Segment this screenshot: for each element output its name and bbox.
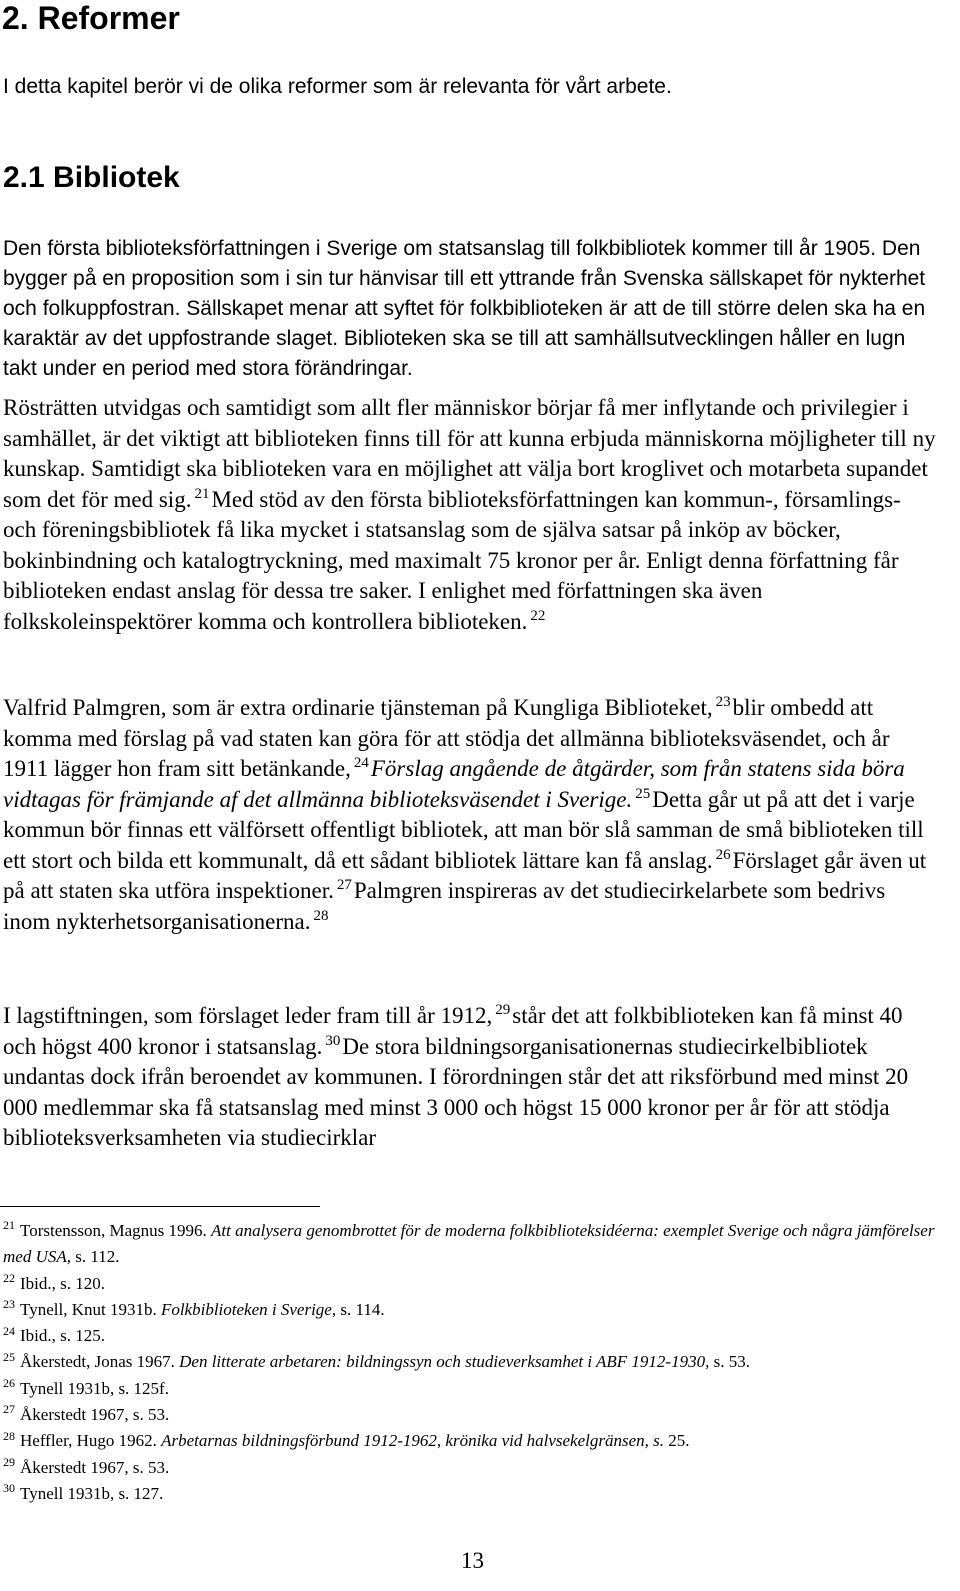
footnote-divider: [0, 1206, 320, 1207]
footnote-text: Åkerstedt 1967, s. 53.: [20, 1457, 170, 1477]
footnote-text: Tynell 1931b, s. 125f.: [20, 1378, 169, 1398]
footnote-number: 27: [3, 1402, 15, 1417]
footnote-ref: 29: [495, 1002, 511, 1019]
footnote: [3, 1218, 948, 1271]
paragraph-text: Detta går ut på att det i varje kommun bör finnas ett välförsett offentligt bibliotek, att man bör slå samman de små biblioteken till ett stort och bilda ett kommunalt, då ett sådant bibliotek lättare kan få anslag.: [3, 786, 924, 873]
paragraph-text: blir ombedd att komma med förslag på vad staten kan göra för att stödja det allmänna biblioteksväsendet, och år 1911 lägger hon fram sitt betänkande,: [3, 695, 890, 781]
footnote-ref: 30: [325, 1032, 341, 1049]
footnote-title: Folkbiblioteken i Sverige,: [160, 1299, 337, 1319]
footnote-ref: 24: [353, 755, 369, 772]
footnote-number: 25: [3, 1349, 15, 1364]
paragraph-3: [3, 1001, 938, 1154]
footnote-number: 29: [3, 1455, 15, 1470]
footnote-title: Den litterate arbetaren: bildningssyn och studieverksamhet i ABF 1912-1930,: [179, 1352, 710, 1372]
cited-title: Förslag angående de åtgärder, som från statens sida böra vidtagas för främjande af det allmänna biblioteksväsendet i Sverige.: [3, 756, 905, 812]
intro-paragraph: I detta kapitel berör vi de olika reformer som är relevanta för vårt arbete.: [3, 75, 672, 98]
footnote-text: Torstensson, Magnus 1996.: [20, 1221, 207, 1240]
footnote-ref: 25: [635, 785, 651, 802]
footnote: [3, 1402, 948, 1428]
footnote-number: 21: [3, 1218, 15, 1233]
footnote-ref: 27: [336, 877, 352, 894]
footnote-ref: 23: [715, 694, 731, 711]
footnote-text: Ibid., s. 120.: [20, 1273, 105, 1293]
footnote: [3, 1428, 948, 1454]
footnotes: [3, 1218, 948, 1507]
footnote-text: Åkerstedt 1967, s. 53.: [20, 1405, 170, 1425]
footnote-number: 28: [3, 1428, 15, 1443]
paragraph-1-sans-part: Den första biblioteksförfattningen i Sverige om statsanslag till folkbibliotek kommer till år 1905. Den bygger på en proposition som i sin tur hänvisar till ett yttrande från Svenska sällskapet för nykterhet och folkuppfostran. Sällskapet menar att syftet för folkbiblioteken är att de till större delen ska ha en karaktär av det uppfostrande slaget. Biblioteken ska se till att samhällsutvecklingen håller en lugn takt under en period med stora förändringar.: [3, 237, 926, 380]
paragraph-text: I lagstiftningen, som förslaget leder fram till år 1912,: [3, 1003, 493, 1028]
footnote-number: 26: [3, 1376, 15, 1391]
footnote-text: Ibid., s. 125.: [20, 1326, 105, 1346]
footnote-text: Tynell 1931b, s. 127.: [20, 1483, 164, 1503]
paragraph-text: står det att folkbiblioteken kan få minst 40 och högst 400 kronor i statsanslag.: [3, 1003, 903, 1059]
footnote-text: Åkerstedt, Jonas 1967.: [20, 1352, 175, 1372]
footnote: [3, 1349, 948, 1375]
footnote: [3, 1376, 948, 1402]
footnote-number: 23: [3, 1297, 15, 1312]
footnote-text: Tynell, Knut 1931b.: [20, 1299, 157, 1319]
section-heading: 2.1 Bibliotek: [3, 161, 180, 194]
footnote-title: Att analysera genombrottet för de moderna folkbiblioteksidéerna: exemplet Sverige och några jämförelser med USA,: [3, 1221, 935, 1267]
footnote-ref: 28: [313, 907, 329, 924]
footnote: [3, 1455, 948, 1481]
footnote-text: 25.: [668, 1431, 690, 1451]
footnote-ref: 22: [530, 607, 546, 624]
footnote-text: s. 53.: [713, 1352, 750, 1372]
footnote-ref: 21: [194, 485, 210, 502]
footnote: [3, 1323, 948, 1349]
footnote-number: 30: [3, 1481, 15, 1496]
footnote-title: Arbetarnas bildningsförbund 1912-1962, krönika vid halvsekelgränsen, s.: [161, 1431, 664, 1451]
footnote: [3, 1297, 948, 1323]
page-number: 13: [461, 1548, 484, 1573]
footnote-text: s. 114.: [340, 1299, 385, 1319]
paragraph-text: Valfrid Palmgren, som är extra ordinarie tjänsteman på Kungliga Biblioteket,: [3, 695, 713, 720]
paragraph-text: Rösträtten utvidgas och samtidigt som allt fler människor börjar få mer inflytande och privilegier i samhället, är det viktigt att biblioteken finns till för att kunna erbjuda människorna möjligheter till ny kunskap. Samtidigt ska biblioteken vara en möjlighet att välja bort kroglivet och motarbeta supandet som det för med sig.: [3, 395, 936, 512]
footnote: [3, 1271, 948, 1297]
paragraph-2: [3, 693, 938, 937]
paragraph-text: Palmgren inspireras av det studiecirkelarbete som bedrivs inom nykterhetsorganisationerna.: [3, 878, 886, 934]
chapter-heading: 2. Reformer: [2, 0, 180, 36]
footnote-number: 22: [3, 1270, 15, 1285]
footnote-number: 24: [3, 1323, 15, 1338]
paragraph-1-serif-part: [3, 393, 938, 637]
paragraph-text: Förslaget går även ut på att staten ska utföra inspektioner.: [3, 847, 927, 903]
paragraph-text: Med stöd av den första biblioteksförfattningen kan kommun-, församlings- och föreningsbibliotek få lika mycket i statsanslag som de själva satsar på inköp av böcker, bokinbindning och katalogtryckning, med maximalt 75 kronor per år. Enligt denna författning får biblioteken endast anslag för dessa tre saker. I enlighet med författningen ska även folkskoleinspektörer komma och kontrollera biblioteken.: [3, 486, 901, 634]
footnote-ref: 26: [715, 846, 731, 863]
footnote: [3, 1481, 948, 1507]
paragraph-text: De stora bildningsorganisationernas studiecirkelbibliotek undantas dock ifrån beroendet av kommunen. I förordningen står det att riksförbund med minst 20 000 medlemmar ska få statsanslag med minst 3 000 och högst 15 000 kronor per år för att stödja biblioteksverksamheten via studiecirklar: [3, 1033, 909, 1150]
footnote-text: Heffler, Hugo 1962.: [20, 1431, 157, 1451]
footnote-text: s. 112.: [75, 1247, 120, 1267]
